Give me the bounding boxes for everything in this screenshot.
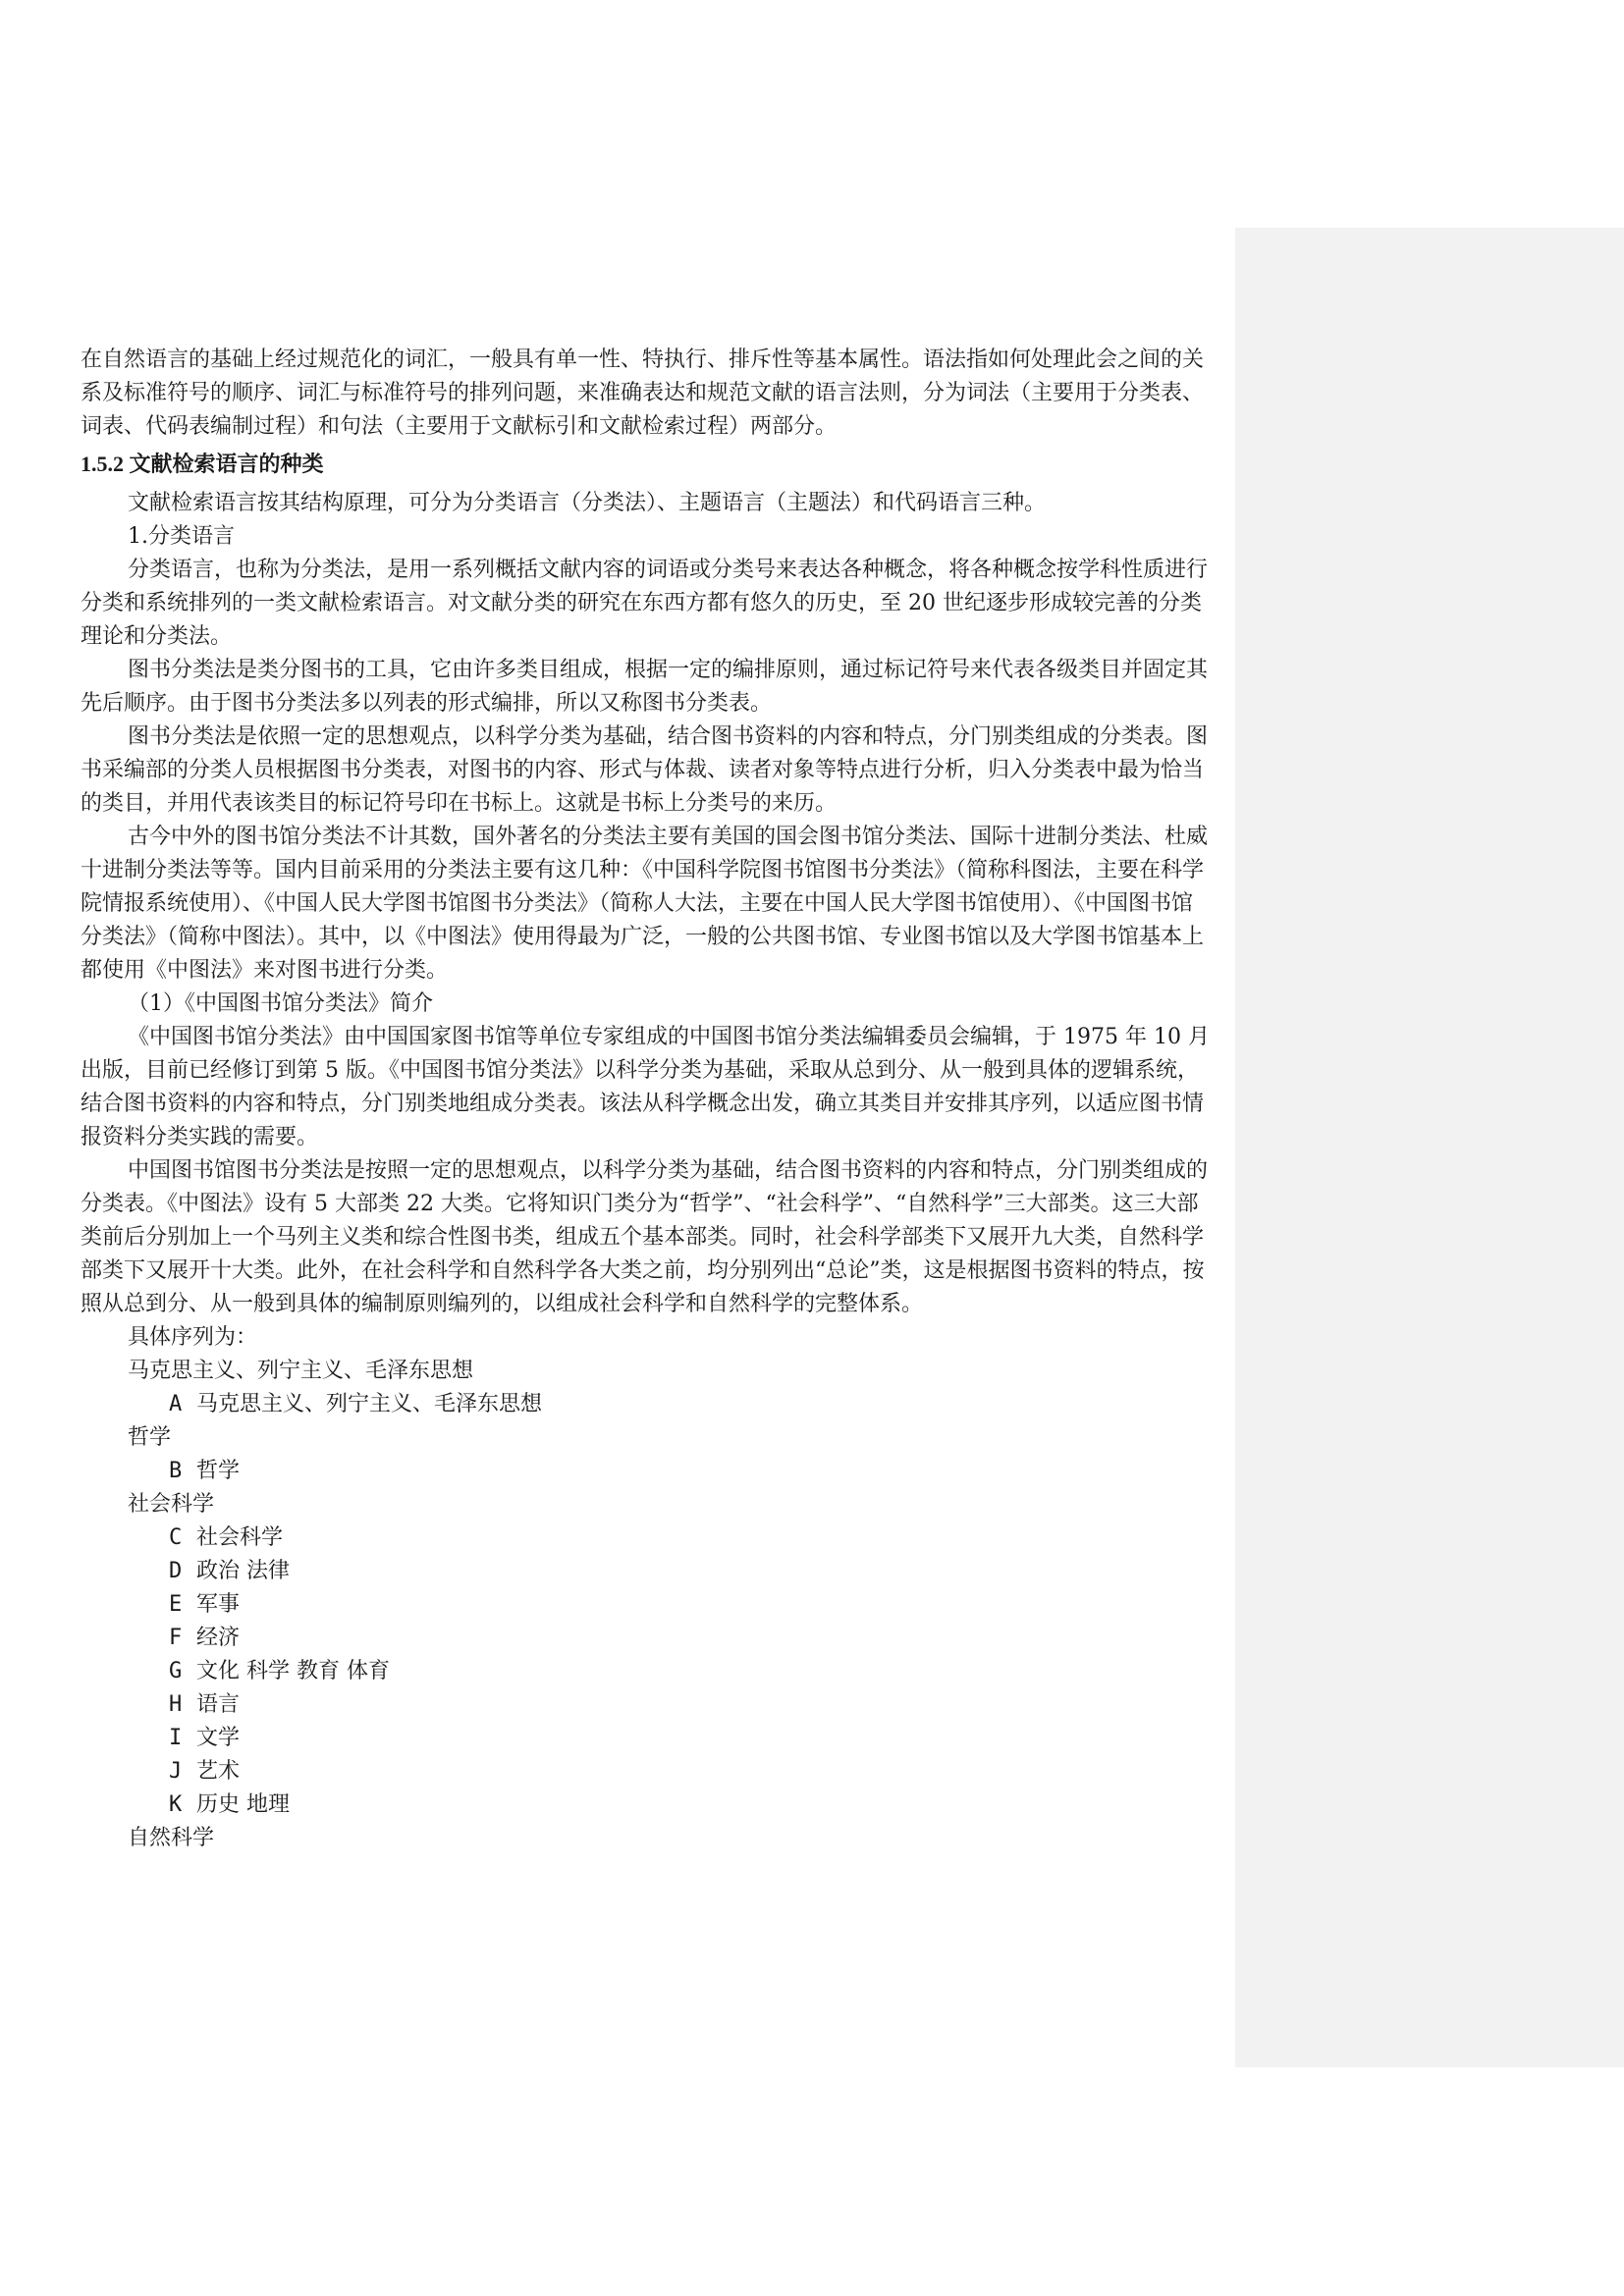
class-item: [81, 1722, 1213, 1755]
class-code: B: [169, 1459, 183, 1483]
class-name: 政治 法律: [196, 1559, 290, 1583]
class-name: 军事: [196, 1592, 241, 1617]
paragraph: 图书分类法是类分图书的工具，它由许多类目组成，根据一定的编排原则，通过标记符号来代表各级类目并固定其先后顺序。由于图书分类法多以列表的形式编排，所以又称图书分类表。: [81, 658, 1209, 716]
paragraph: 具体序列为：: [128, 1325, 258, 1350]
comment-pane: [1235, 228, 1624, 2067]
class-name: 文学: [196, 1726, 241, 1750]
class-item: [81, 1388, 1213, 1421]
class-item: [81, 1588, 1213, 1622]
paragraph: 《中国图书馆分类法》由中国国家图书馆等单位专家组成的中国图书馆分类法编辑委员会编辑，于 1975 年 10 月出版，目前已经修订到第 5 版。《中国图书馆分类法》以科学分类为基础，采取从总到分、从一般到具体的逻辑系统，结合图书资料的内容和特点，分门别类地组成分类表。该法从科学概念出发，确立其类目并安排其序列，以适应图书情报资料分类实践的需要。: [81, 1025, 1210, 1149]
class-name: 哲学: [196, 1459, 241, 1483]
class-name: 历史 地理: [196, 1792, 290, 1817]
class-code: G: [169, 1659, 183, 1683]
class-item: [81, 1789, 1213, 1822]
class-item: [81, 1688, 1213, 1722]
paragraph: 分类语言，也称为分类法，是用一系列概括文献内容的词语或分类号来表达各种概念，将各种概念按学科性质进行分类和系统排列的一类文献检索语言。对文献分类的研究在东西方都有悠久的历史，至 20 世纪逐步形成较完善的分类理论和分类法。: [81, 558, 1209, 649]
class-item: [81, 1555, 1213, 1588]
class-code: I: [169, 1726, 183, 1750]
class-group: 自然科学: [128, 1826, 215, 1850]
class-code: H: [169, 1692, 183, 1717]
class-name: 经济: [196, 1626, 241, 1650]
class-code: C: [169, 1525, 183, 1550]
paragraph: 古今中外的图书馆分类法不计其数，国外著名的分类法主要有美国的国会图书馆分类法、国际十进制分类法、杜威十进制分类法等等。国内目前采用的分类法主要有这几种：《中国科学院图书馆图书分类法》（简称科图法，主要在科学院情报系统使用）、《中国人民大学图书馆图书分类法》（简称人大法，主要在中国人民大学图书馆使用）、《中国图书馆分类法》（简称中图法）。其中，以《中图法》使用得最为广泛，一般的公共图书馆、专业图书馆以及大学图书馆基本上都使用《中图法》来对图书进行分类。: [81, 825, 1209, 983]
class-item: [81, 1655, 1213, 1688]
class-name: 文化 科学 教育 体育: [196, 1659, 390, 1683]
class-code: D: [169, 1559, 183, 1583]
class-group: 马克思主义、列宁主义、毛泽东思想: [128, 1359, 474, 1383]
section-number: 1.5.2: [81, 452, 124, 476]
paragraph: 中国图书馆图书分类法是按照一定的思想观点，以科学分类为基础，结合图书资料的内容和特点，分门别类组成的分类表。《中图法》设有 5 大部类 22 大类。它将知识门类分为“哲学”、“社会科学”、“自然科学”三大部类。这三大部类前后分别加上一个马列主义类和综合性图书类，组成五个基本部类。同时，社会科学部类下又展开九大类，自然科学部类下又展开十大类。此外，在社会科学和自然科学各大类之前，均分别列出“总论”类，这是根据图书资料的特点，按照从总到分、从一般到具体的编制原则编列的，以组成社会科学和自然科学的完整体系。: [81, 1158, 1209, 1316]
class-group: 哲学: [128, 1425, 172, 1450]
paragraph: 文献检索语言按其结构原理，可分为分类语言（分类法）、主题语言（主题法）和代码语言三种。: [128, 491, 1047, 515]
paragraph-intro: 在自然语言的基础上经过规范化的词汇，一般具有单一性、特执行、排斥性等基本属性。语法指如何处理此会之间的关系及标准符号的顺序、词汇与标准符号的排列问题，来准确表达和规范文献的语言法则，分为词法（主要用于分类表、词表、代码表编制过程）和句法（主要用于文献标引和文献检索过程）两部分。: [81, 347, 1205, 439]
class-name: 社会科学: [196, 1525, 284, 1550]
subsection-title: 1.分类语言: [128, 524, 235, 549]
class-item: [81, 1522, 1213, 1555]
section-title: 文献检索语言的种类: [129, 452, 324, 476]
class-item: [81, 1455, 1213, 1488]
document-body: [81, 344, 1213, 1855]
classification-list: [81, 1355, 1213, 1855]
class-code: E: [169, 1592, 183, 1617]
class-code: F: [169, 1626, 183, 1650]
class-item: [81, 1622, 1213, 1655]
subsection-title: （1）《中国图书馆分类法》简介: [128, 991, 433, 1016]
class-code: J: [169, 1759, 183, 1784]
section-heading: [81, 448, 1213, 481]
class-name: 马克思主义、列宁主义、毛泽东思想: [196, 1392, 543, 1416]
class-name: 艺术: [196, 1759, 241, 1784]
class-code: A: [169, 1392, 183, 1416]
class-group: 社会科学: [128, 1492, 215, 1517]
paragraph: 图书分类法是依照一定的思想观点，以科学分类为基础，结合图书资料的内容和特点，分门别类组成的分类表。图书采编部的分类人员根据图书分类表，对图书的内容、形式与体裁、读者对象等特点进行分析，归入分类表中最为恰当的类目，并用代表该类目的标记符号印在书标上。这就是书标上分类号的来历。: [81, 724, 1209, 816]
class-name: 语言: [196, 1692, 241, 1717]
class-item: [81, 1755, 1213, 1789]
class-code: K: [169, 1792, 183, 1817]
